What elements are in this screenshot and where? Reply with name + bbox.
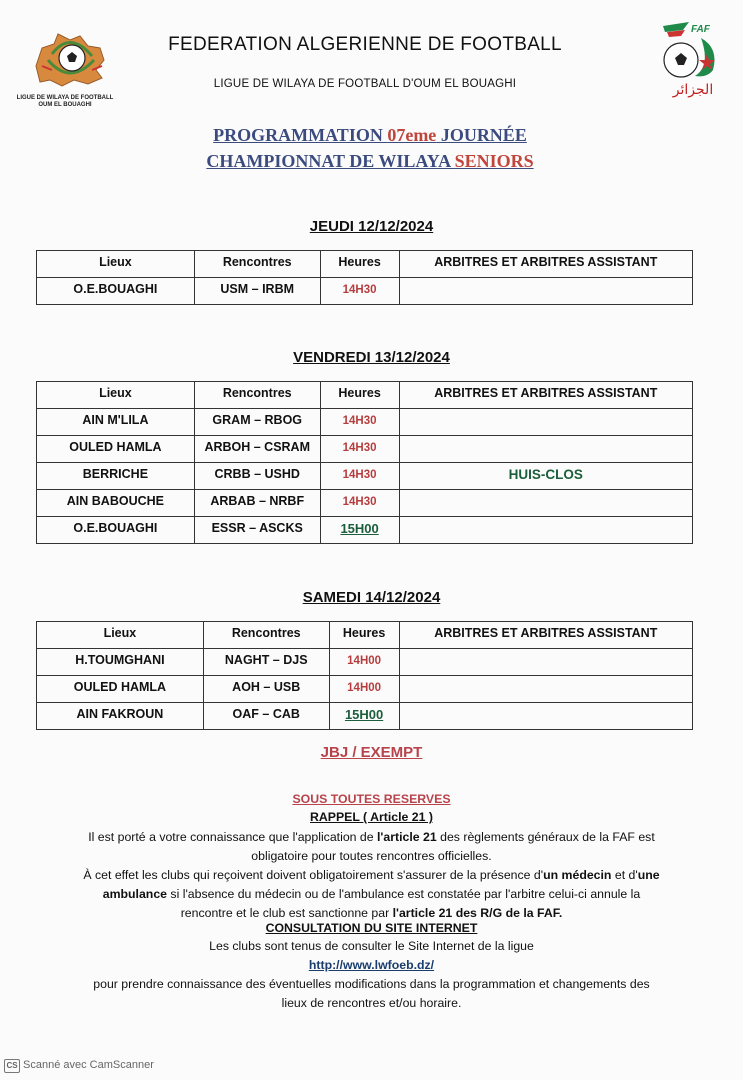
heure-cell: 14H00 (329, 676, 399, 703)
rencontre-cell: GRAM – RBOG (194, 409, 320, 436)
rencontre-cell: OAF – CAB (203, 703, 329, 730)
col-rencontres: Rencontres (203, 622, 329, 649)
col-rencontres: Rencontres (194, 251, 320, 278)
ligue-subtitle: LIGUE DE WILAYA DE FOOTBALL D'OUM EL BOUAGHI (213, 78, 517, 90)
arbitres-cell (399, 436, 692, 463)
col-arbitres: ARBITRES ET ARBITRES ASSISTANT (399, 251, 692, 278)
ligue-logo-caption-city: OUM EL BOUAGHI (38, 102, 92, 108)
lieu-cell: AIN BABOUCHE (37, 490, 195, 517)
lieu-cell: OULED HAMLA (37, 436, 195, 463)
heure-cell: 14H30 (320, 409, 399, 436)
heure-cell: 14H30 (320, 490, 399, 517)
lieu-cell: O.E.BOUAGHI (37, 517, 195, 544)
col-arbitres: ARBITRES ET ARBITRES ASSISTANT (399, 382, 692, 409)
rencontre-cell: CRBB – USHD (194, 463, 320, 490)
programmation-title: PROGRAMMATION 07eme JOURNÉE (213, 125, 527, 145)
schedule-table-samedi (36, 621, 693, 730)
col-arbitres: ARBITRES ET ARBITRES ASSISTANT (399, 622, 692, 649)
ligue-website-link[interactable]: http://www.lwfoeb.dz/ (308, 958, 435, 972)
table-header-row (37, 382, 693, 409)
table-header-row (37, 251, 693, 278)
table-row (37, 436, 693, 463)
lieu-cell: OULED HAMLA (37, 676, 204, 703)
arbitres-cell (399, 517, 692, 544)
exempt-note: JBJ / EXEMPT (320, 744, 423, 761)
rencontre-cell: ARBAB – NRBF (194, 490, 320, 517)
table-row (37, 463, 693, 490)
arbitres-cell (399, 703, 692, 730)
rencontre-cell: AOH – USB (203, 676, 329, 703)
arbitres-cell (399, 649, 692, 676)
schedule-table-jeudi (36, 250, 693, 305)
championnat-title: CHAMPIONNAT DE WILAYA SENIORS (206, 151, 534, 171)
rencontre-cell: ESSR – ASCKS (194, 517, 320, 544)
huis-clos-label: HUIS-CLOS (508, 467, 583, 482)
rencontre-cell: NAGHT – DJS (203, 649, 329, 676)
faf-arabic-text: الجزائر (672, 82, 714, 98)
table-header-row (37, 622, 693, 649)
col-heures: Heures (320, 382, 399, 409)
arbitres-cell (399, 278, 692, 305)
arbitres-cell (399, 676, 692, 703)
arbitres-cell (399, 409, 692, 436)
table-row (37, 409, 693, 436)
day-heading-samedi: SAMEDI 14/12/2024 (302, 589, 441, 606)
table-row (37, 676, 693, 703)
day-heading-jeudi: JEUDI 12/12/2024 (309, 218, 434, 235)
col-heures: Heures (320, 251, 399, 278)
heure-cell: 15H00 (329, 703, 399, 730)
col-lieux: Lieux (37, 622, 204, 649)
col-lieux: Lieux (37, 382, 195, 409)
table-row (37, 278, 693, 305)
col-lieux: Lieux (37, 251, 195, 278)
lieu-cell: BERRICHE (37, 463, 195, 490)
heure-cell: 14H30 (320, 278, 399, 305)
heure-cell: 14H00 (329, 649, 399, 676)
table-row (37, 649, 693, 676)
consultation-heading: CONSULTATION DU SITE INTERNET (265, 921, 478, 935)
col-rencontres: Rencontres (194, 382, 320, 409)
rencontre-cell: USM – IRBM (194, 278, 320, 305)
rencontre-cell: ARBOH – CSRAM (194, 436, 320, 463)
rappel-paragraph: Il est porté a votre connaissance que l'application de l'article 21 des règlements généraux de la FAF est obligatoire pour toutes rencontres officielles. À cet effet les clubs qui reçoivent doivent obligatoirement s'assurer de la présence d'un médecin et d'une ambulance si l'absence du médecin ou de l'ambulance est constatée par l'arbitre celui-ci annule la rencontre et le club est sanctionne par l'article 21 des R/G de la FAF. (83, 830, 660, 920)
camscanner-icon: CS (4, 1059, 20, 1073)
lieu-cell: O.E.BOUAGHI (37, 278, 195, 305)
day-heading-vendredi: VENDREDI 13/12/2024 (293, 349, 450, 366)
reserve-note: SOUS TOUTES RESERVES (292, 792, 451, 806)
consultation-details: pour prendre connaissance des éventuelles modifications dans la programmation et changements des lieux de rencontres et/ou horaire. (93, 977, 650, 1010)
arbitres-cell (399, 463, 692, 490)
federation-title: FEDERATION ALGERIENNE DE FOOTBALL (168, 34, 562, 55)
arbitres-cell (399, 490, 692, 517)
faf-logo-text: FAF (691, 24, 710, 35)
heure-cell: 14H30 (320, 463, 399, 490)
table-row (37, 703, 693, 730)
consultation-text: Les clubs sont tenus de consulter le Site Internet de la ligue (209, 939, 534, 953)
table-row (37, 490, 693, 517)
camscanner-watermark: CS Scanné avec CamScanner (4, 1059, 154, 1073)
table-row (37, 517, 693, 544)
ligue-logo-caption: LIGUE DE WILAYA DE FOOTBALL (16, 95, 114, 101)
lieu-cell: AIN M'LILA (37, 409, 195, 436)
lieu-cell: AIN FAKROUN (37, 703, 204, 730)
lieu-cell: H.TOUMGHANI (37, 649, 204, 676)
heure-cell: 14H30 (320, 436, 399, 463)
rappel-heading: RAPPEL ( Article 21 ) (309, 810, 433, 824)
col-heures: Heures (329, 622, 399, 649)
schedule-table-vendredi (36, 381, 693, 544)
heure-cell: 15H00 (320, 517, 399, 544)
